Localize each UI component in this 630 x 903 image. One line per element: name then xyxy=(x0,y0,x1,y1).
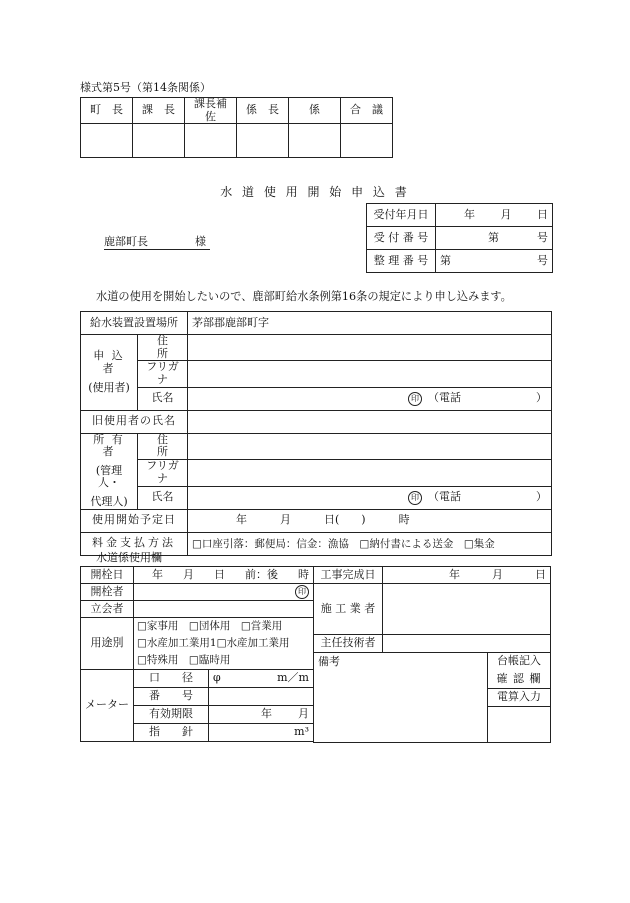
meter-row-label: 番 号 xyxy=(134,688,209,706)
owner-name-input[interactable] xyxy=(188,486,552,509)
location-label: 給水装置設置場所 xyxy=(81,312,188,335)
calc-input-box-lower[interactable] xyxy=(488,725,551,743)
approval-table xyxy=(80,97,393,158)
applicant-furigana-input[interactable] xyxy=(188,361,552,387)
approval-header: 係 xyxy=(289,98,341,124)
management-number-label: 整 理 番 号 xyxy=(367,250,436,273)
start-date-label: 使用開始予定日 xyxy=(81,509,188,532)
engineer-label: 主任技術者 xyxy=(314,635,383,653)
addressee-honorific: 様 xyxy=(195,235,206,248)
applicant-furigana-label: フリガナ xyxy=(138,361,188,387)
previous-user-input[interactable] xyxy=(188,410,552,433)
phone-close: ） xyxy=(536,490,547,504)
calc-input-box[interactable] xyxy=(488,707,551,725)
office-table-left xyxy=(80,566,314,742)
approval-header: 町 長 xyxy=(81,98,133,124)
reception-date-value[interactable]: 年 月 日 xyxy=(436,204,553,227)
approval-header: 課 長 xyxy=(133,98,185,124)
completion-date-label: 工事完成日 xyxy=(314,567,383,584)
meter-caliber-input[interactable]: φ m／m xyxy=(209,670,314,688)
ledger-label: 台帳記入 xyxy=(488,653,551,671)
payment-method-label: 料金支払方法 xyxy=(81,532,188,555)
phone-label: （電話 xyxy=(428,391,461,405)
reception-number-label: 受 付 番 号 xyxy=(367,227,436,250)
applicant-table xyxy=(80,311,552,556)
approval-header: 合 議 xyxy=(341,98,393,124)
meter-reading-input[interactable]: m³ xyxy=(209,724,314,742)
approval-stamp-cell[interactable] xyxy=(237,124,289,158)
meter-expiry-input[interactable]: 年 月 xyxy=(209,706,314,724)
applicant-name-label: 氏名 xyxy=(138,387,188,410)
meter-row-label: 指 針 xyxy=(134,724,209,742)
start-date-input[interactable]: 年 月 日( ) 時 xyxy=(188,509,552,532)
remarks-label: 備考 xyxy=(318,655,340,668)
applicant-name-input[interactable] xyxy=(188,387,552,410)
calc-input-label: 電算入力 xyxy=(488,689,551,707)
owner-address-input[interactable] xyxy=(188,433,552,460)
approval-header: 係 長 xyxy=(237,98,289,124)
applicant-label: 申 込 者 (使用者) xyxy=(81,335,138,411)
owner-name-label: 氏名 xyxy=(138,486,188,509)
reception-date-label: 受付年月日 xyxy=(367,204,436,227)
approval-stamp-cell[interactable] xyxy=(341,124,393,158)
remarks-box[interactable] xyxy=(314,653,488,743)
usage-label: 用途別 xyxy=(81,618,134,670)
form-title: 水 道 使 用 開 始 申 込 書 xyxy=(220,185,410,199)
addressee-line xyxy=(104,233,210,250)
phone-label: （電話 xyxy=(428,490,461,504)
owner-address-label: 住 所 xyxy=(138,433,188,460)
applicant-address-input[interactable] xyxy=(188,335,552,361)
approval-stamp-cell[interactable] xyxy=(81,124,133,158)
meter-label: メーター xyxy=(81,670,134,742)
meter-row-label: 口 径 xyxy=(134,670,209,688)
office-section-title: 水道係使用欄 xyxy=(96,551,162,564)
office-table-right xyxy=(313,566,551,743)
approval-stamp-cell[interactable] xyxy=(133,124,185,158)
applicant-address-label: 住 所 xyxy=(138,335,188,361)
approval-stamp-cell[interactable] xyxy=(185,124,237,158)
seal-icon: 印 xyxy=(295,585,309,599)
management-number-value[interactable]: 第 号 xyxy=(436,250,553,273)
approval-header: 課長補佐 xyxy=(185,98,237,124)
reception-number-value[interactable]: 第 号 xyxy=(436,227,553,250)
addressee-name: 鹿部町長 xyxy=(104,235,148,248)
opener-input[interactable] xyxy=(134,584,314,601)
confirm-label: 確 認 欄 xyxy=(488,671,551,689)
engineer-input[interactable] xyxy=(383,635,551,653)
phone-close: ） xyxy=(536,391,547,405)
open-date-value[interactable]: 年 月 日 前：後 時 xyxy=(134,567,314,584)
witness-label: 立会者 xyxy=(81,601,134,618)
owner-furigana-label: フリガナ xyxy=(138,460,188,487)
contractor-label: 施 工 業 者 xyxy=(314,584,383,635)
meter-number-input[interactable] xyxy=(209,688,314,706)
form-number: 様式第5号（第14条関係） xyxy=(80,81,211,94)
owner-label: 所 有 者 (管理人・ 代理人) xyxy=(81,433,138,509)
approval-stamp-cell[interactable] xyxy=(289,124,341,158)
location-value[interactable]: 茅部郡鹿部町字 xyxy=(188,312,552,335)
witness-input[interactable] xyxy=(134,601,314,618)
previous-user-label: 旧使用者の氏名 xyxy=(81,410,188,433)
seal-icon: 印 xyxy=(408,491,422,505)
contractor-input[interactable] xyxy=(383,584,551,635)
completion-date-value[interactable]: 年 月 日 xyxy=(383,567,551,584)
usage-options[interactable]: □家事用 □団体用 □営業用 □水産加工業用1□水産加工業用 □特殊用 □臨時用 xyxy=(134,618,314,670)
opener-label: 開栓者 xyxy=(81,584,134,601)
payment-method-options[interactable]: □口座引落：郵便局：信金：漁協 □納付書による送金 □集金 xyxy=(188,532,552,555)
reception-table xyxy=(366,203,553,273)
open-date-label: 開栓日 xyxy=(81,567,134,584)
owner-furigana-input[interactable] xyxy=(188,460,552,487)
meter-row-label: 有効期限 xyxy=(134,706,209,724)
seal-icon: 印 xyxy=(408,392,422,406)
intro-text: 水道の使用を開始したいので、鹿部町給水条例第16条の規定により申し込みます。 xyxy=(96,290,512,303)
